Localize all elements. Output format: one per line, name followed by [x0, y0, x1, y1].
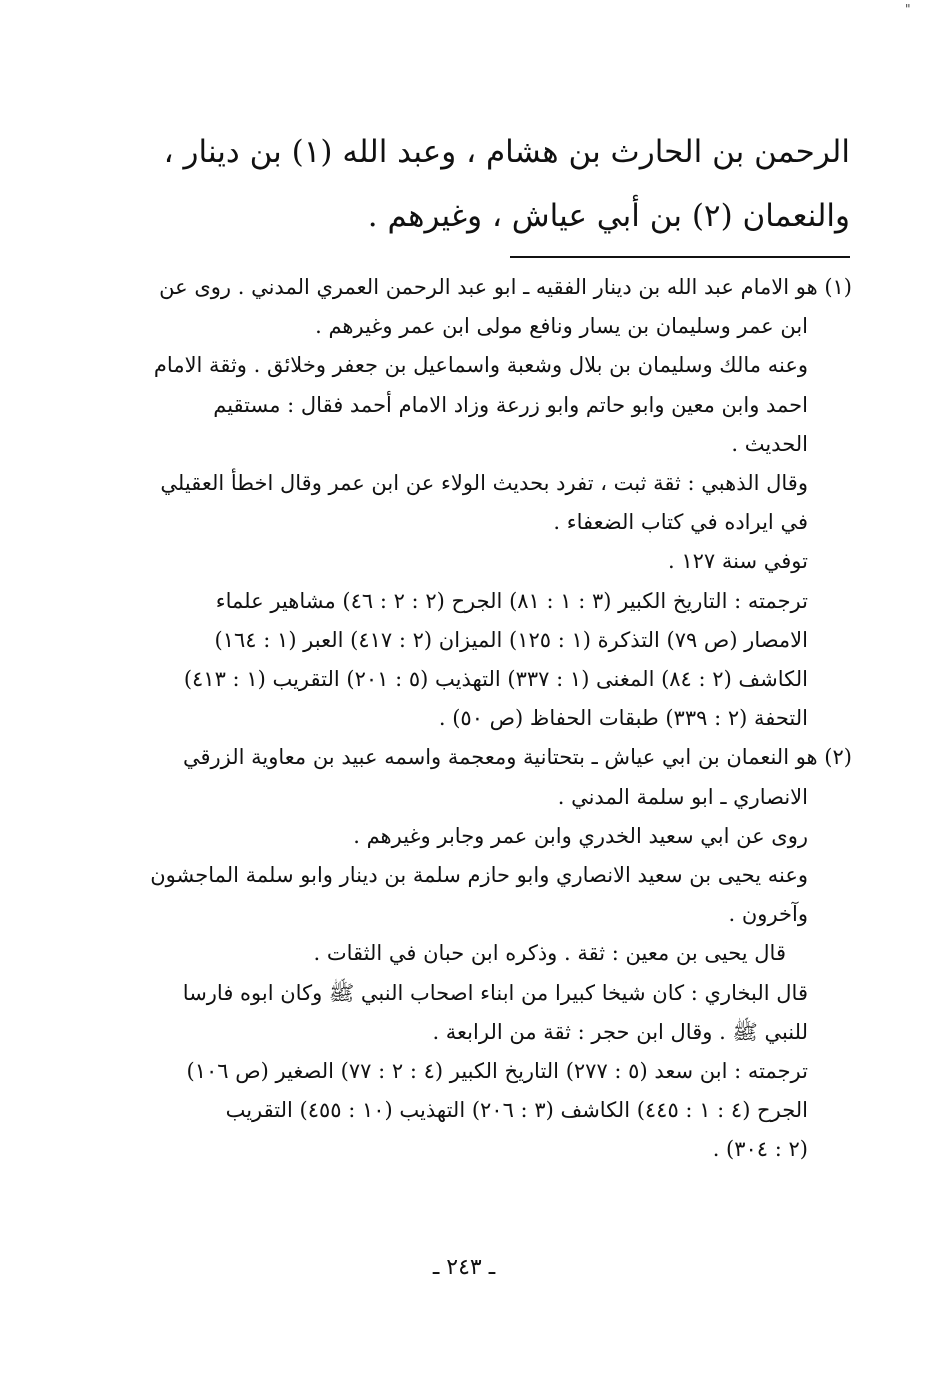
main-text	[130, 120, 850, 248]
footnote-line: الحديث .	[731, 431, 808, 456]
footnote-divider	[510, 256, 850, 258]
footnote-line: توفي سنة ١٢٧ .	[668, 549, 808, 574]
footnote-line: ترجمته : التاريخ الكبير (٣ : ١ : ٨١) الجرح (٢ : ٢ : ٤٦) مشاهير علماء	[215, 588, 808, 613]
footnote-line: الجرح (٤ : ١ : ٤٤٥) الكاشف (٣ : ٢٠٦) التهذيب (١٠ : ٤٥٥) التقريب	[225, 1098, 808, 1123]
corner-mark: "	[905, 2, 911, 16]
footnote-line: الانصاري ـ ابو سلمة المدني .	[557, 784, 808, 809]
footnote-line: روى عن ابي سعيد الخدري وابن عمر وجابر وغيرهم .	[353, 823, 808, 848]
footnote-line: قال يحيى بن معين : ثقة . وذكره ابن حبان في الثقات .	[313, 941, 786, 966]
footnote-line: ترجمته : ابن سعد (٥ : ٢٧٧) التاريخ الكبير (٤ : ٢ : ٧٧) الصغير (ص ١٠٦)	[186, 1059, 808, 1084]
footnote-line: في ايراده في كتاب الضعفاء .	[553, 510, 808, 535]
footnote-line: للنبي ﷺ . وقال ابن حجر : ثقة من الرابعة .	[432, 1019, 808, 1044]
footnote-line: قال البخاري : كان شيخا كبيرا من ابناء اصحاب النبي ﷺ وكان ابوه فارسا	[182, 980, 808, 1005]
footnote-line: التحفة (٢ : ٣٣٩) طبقات الحفاظ (ص ٥٠) .	[438, 706, 808, 731]
footnote-line: وعنه مالك وسليمان بن بلال وشعبة واسماعيل بن جعفر وخلائق . وثقة الامام	[153, 353, 808, 378]
footnote-line: وقال الذهبي : ثقة ثبت ، تفرد بحديث الولاء عن ابن عمر وقال اخطأ العقيلي	[160, 471, 808, 496]
footnote-1-heading: (١) هو الامام عبد الله بن دينار الفقيه ـ ابو عبد الرحمن العمري المدني . روى عن	[159, 275, 852, 299]
main-text-line: والنعمان (٢) بن أبي عياش ، وغيرهم .	[367, 198, 850, 234]
main-text-line: الرحمن بن الحارث بن هشام ، وعبد الله (١) بن دينار ،	[163, 134, 850, 170]
footnote-line: الامصار (ص ٧٩) التذكرة (١ : ١٢٥) الميزان (٢ : ٤١٧) العبر (١ : ١٦٤)	[214, 627, 808, 652]
footnote-line: (٢ : ٣٠٤) .	[712, 1137, 808, 1162]
page-number: ـ ٢٤٣ ـ	[432, 1255, 496, 1280]
footnote-2-heading: (٢) هو النعمان بن ابي عياش ـ بتحتانية ومعجمة واسمه عبيد بن معاوية الزرقي	[182, 745, 852, 770]
footnote-line: وآخرون .	[728, 902, 808, 927]
footnote-line: الكاشف (٢ : ٨٤) المغنى (١ : ٣٣٧) التهذيب (٥ : ٢٠١) التقريب (١ : ٤١٣)	[183, 667, 808, 692]
footnotes	[140, 268, 852, 1170]
footnote-line: وعنه يحيى بن سعيد الانصاري وابو حازم سلمة بن دينار وابو سلمة الماجشون	[150, 863, 808, 888]
footnote-line: ابن عمر وسليمان بن يسار ونافع مولى ابن عمر وغيرهم .	[315, 314, 808, 339]
footnote-line: احمد وابن معين وابو حاتم وابو زرعة وزاد الامام أحمد فقال : مستقيم	[213, 392, 808, 417]
